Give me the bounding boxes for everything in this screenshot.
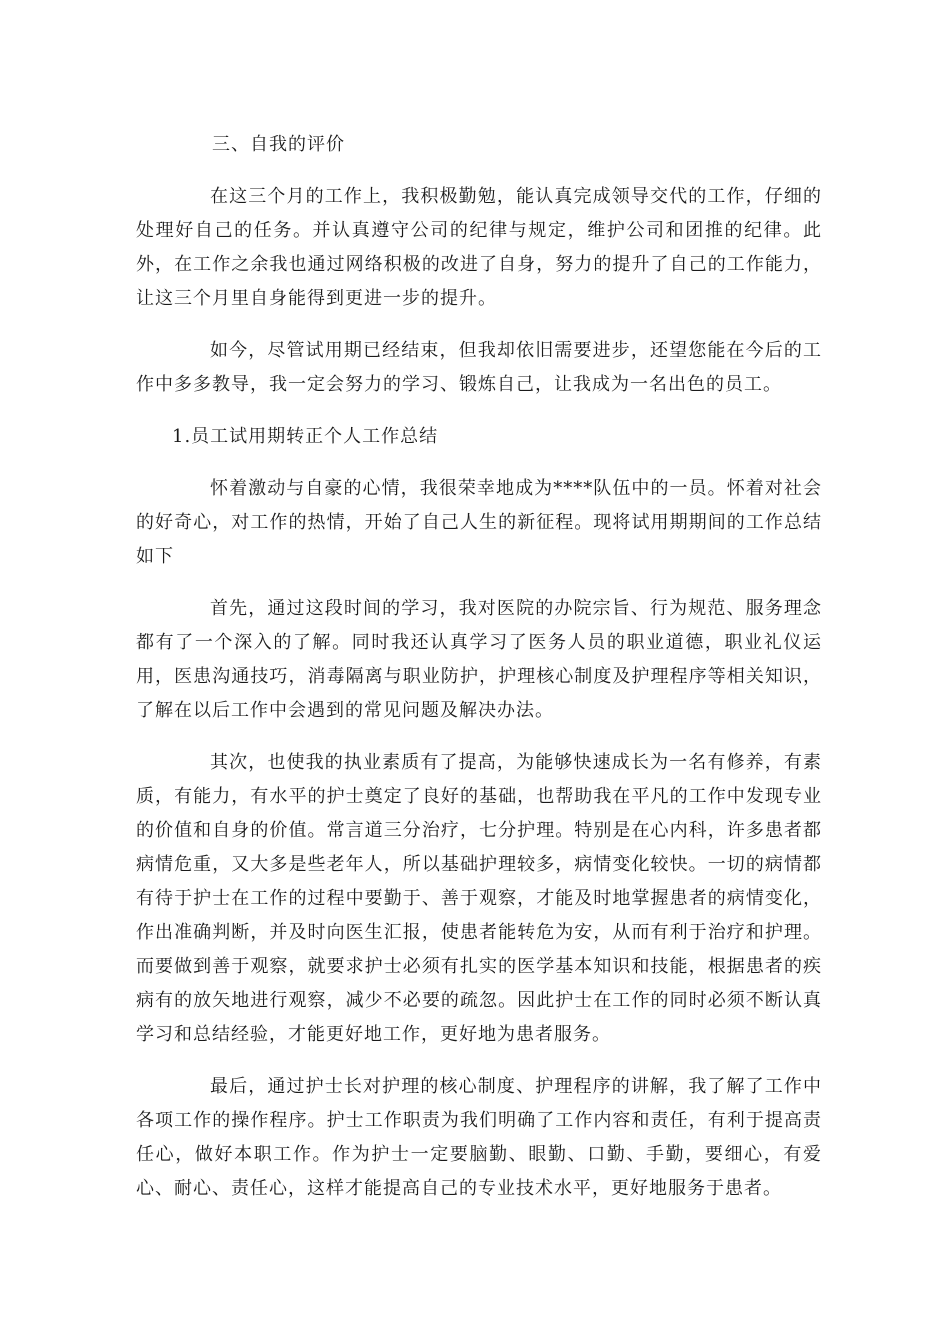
paragraph-last: 最后，通过护士长对护理的核心制度、护理程序的讲解，我了解了工作中各项工作的操作程序。护士工作职责为我们明确了工作内容和责任，有利于提高责任心，做好本职工作。作为护士一定要脑勤、眼勤、口勤、手勤，要细心，有爱心、耐心、责任心，这样才能提高自己的专业技术水平，更好地服务于患者。 (136, 1076, 822, 1199)
section-heading: 三、自我的评价 (212, 134, 345, 155)
paragraph-introduction: 怀着激动与自豪的心情，我很荣幸地成为****队伍中的一员。怀着对社会的好奇心，对工作的热情，开始了自己人生的新征程。现将试用期期间的工作总结如下 (136, 478, 822, 567)
subsection-heading: 1.员工试用期转正个人工作总结 (172, 426, 439, 447)
paragraph-self-evaluation: 在这三个月的工作上，我积极勤勉，能认真完成领导交代的工作，仔细的处理好自己的任务。并认真遵守公司的纪律与规定，维护公司和团推的纪律。此外，在工作之余我也通过网络积极的改进了自身，努力的提升了自己的工作能力，让这三个月里自身能得到更进一步的提升。 (136, 186, 822, 309)
paragraph-first: 首先，通过这段时间的学习，我对医院的办院宗旨、行为规范、服务理念都有了一个深入的了解。同时我还认真学习了医务人员的职业道德，职业礼仪运用，医患沟通技巧，消毒隔离与职业防护，护理核心制度及护理程序等相关知识，了解在以后工作中会遇到的常见问题及解决办法。 (136, 598, 822, 721)
document-body (136, 128, 822, 1224)
paragraph-closing-remarks: 如今，尽管试用期已经结束，但我却依旧需要进步，还望您能在今后的工作中多多教导，我一定会努力的学习、锻炼自己，让我成为一名出色的员工。 (136, 340, 822, 395)
paragraph-second: 其次，也使我的执业素质有了提高，为能够快速成长为一名有修养，有素质，有能力，有水平的护士奠定了良好的基础，也帮助我在平凡的工作中发现专业的价值和自身的价值。常言道三分治疗，七分护理。特别是在心内科，许多患者都病情危重，又大多是些老年人，所以基础护理较多，病情变化较快。一切的病情都有待于护士在工作的过程中要勤于、善于观察，才能及时地掌握患者的病情变化，作出准确判断，并及时向医生汇报，使患者能转危为安，从而有利于治疗和护理。而要做到善于观察，就要求护士必须有扎实的医学基本知识和技能，根据患者的疾病有的放矢地进行观察，减少不必要的疏忽。因此护士在工作的同时必须不断认真学习和总结经验，才能更好地工作，更好地为患者服务。 (136, 752, 822, 1045)
